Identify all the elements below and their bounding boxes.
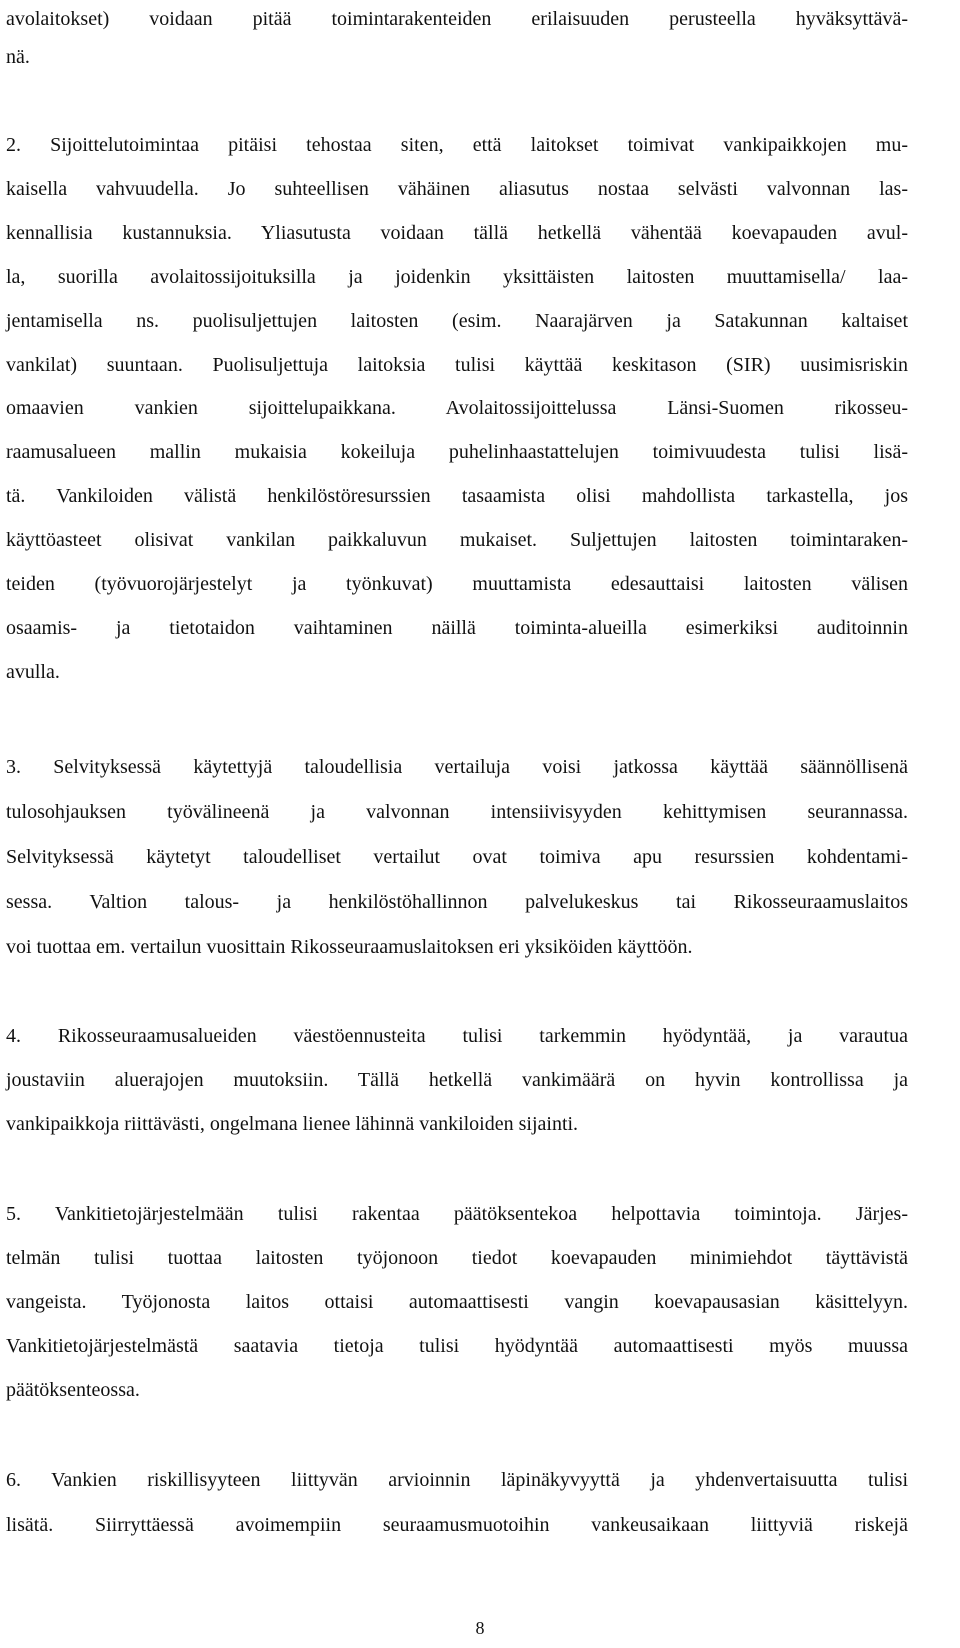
paragraph-item-5	[6, 1192, 908, 1412]
paragraph-item-6	[6, 1458, 908, 1548]
text-line: sessa. Valtion talous- ja henkilöstöhallinnon palvelukeskus tai Rikosseuraamuslaitos	[6, 891, 908, 913]
paragraph-item-2	[6, 124, 908, 695]
text-line: raamusalueen mallin mukaisia kokeiluja puhelinhaastattelujen toimivuudesta tulisi lisä-	[6, 441, 908, 464]
text-line: teiden (työvuorojärjestelyt ja työnkuvat) muuttamista edesauttaisi laitosten välisen	[6, 573, 908, 596]
page-number: 8	[475, 1618, 485, 1638]
text-line: jentamisella ns. puolisuljettujen laitosten (esim. Naarajärven ja Satakunnan kaltaiset	[6, 309, 908, 332]
text-line: joustaviin aluerajojen muutoksiin. Tällä hetkellä vankimäärä on hyvin kontrollissa ja	[6, 1069, 908, 1091]
text-line: nä.	[6, 46, 30, 68]
text-line: osaamis- ja tietotaidon vaihtaminen näillä toiminta-alueilla esimerkiksi auditoinnin	[6, 616, 908, 639]
text-line: 4. Rikosseuraamusalueiden väestöennusteita tulisi tarkemmin hyödyntää, ja varautua	[6, 1025, 908, 1047]
text-line: kennallisia kustannuksia. Yliasutusta voidaan tällä hetkellä vähentää koevapauden avul-	[6, 221, 908, 244]
text-line: vankipaikkoja riittävästi, ongelmana lienee lähinnä vankiloiden sijainti.	[6, 1113, 579, 1135]
text-line: Vankitietojärjestelmästä saatavia tietoja tulisi hyödyntää automaattisesti myös muussa	[6, 1335, 908, 1357]
text-line: avulla.	[6, 660, 60, 683]
text-line: päätöksenteossa.	[6, 1379, 140, 1401]
text-line: 5. Vankitietojärjestelmään tulisi rakentaa päätöksentekoa helpottavia toimintoja. Järjes-	[6, 1203, 908, 1225]
text-line: tulosohjauksen työvälineenä ja valvonnan intensiivisyyden kehittymisen seurannassa.	[6, 801, 908, 823]
text-line: la, suorilla avolaitossijoituksilla ja joidenkin yksittäisten laitosten muuttamisella/ laa-	[6, 265, 908, 288]
text-line: 3. Selvityksessä käytettyjä taloudellisia vertailuja voisi jatkossa käyttää säännöllisenä	[6, 756, 908, 778]
text-line: vankilat) suuntaan. Puolisuljettuja laitoksia tulisi käyttää keskitason (SIR) uusimisriskin	[6, 353, 908, 376]
paragraph-item-3	[6, 745, 908, 970]
text-line: Selvityksessä käytetyt taloudelliset vertailut ovat toimiva apu resurssien kohdentami-	[6, 846, 908, 868]
text-line: omaavien vankien sijoittelupaikkana. Avolaitossijoittelussa Länsi-Suomen rikosseu-	[6, 397, 908, 420]
text-line: 6. Vankien riskillisyyteen liittyvän arvioinnin läpinäkyvyyttä ja yhdenvertaisuutta tulisi	[6, 1469, 908, 1491]
text-line: kaisella vahvuudella. Jo suhteellisen vähäinen aliasutus nostaa selvästi valvonnan las-	[6, 177, 908, 200]
text-line: lisätä. Siirryttäessä avoimempiin seuraamusmuotoihin vankeusaikaan liittyviä riskejä	[6, 1514, 908, 1536]
text-line: avolaitokset) voidaan pitää toimintarakenteiden erilaisuuden perusteella hyväksyttävä-	[6, 8, 908, 30]
text-line: tä. Vankiloiden välistä henkilöstöresurssien tasaamista olisi mahdollista tarkastella, jos	[6, 485, 908, 508]
text-line: käyttöasteet olisivat vankilan paikkaluvun mukaiset. Suljettujen laitosten toimintaraken-	[6, 529, 908, 552]
paragraph-item-4	[6, 1014, 908, 1146]
text-line: telmän tulisi tuottaa laitosten työjonoon tiedot koevapauden minimiehdot täyttävistä	[6, 1247, 908, 1269]
text-line: voi tuottaa em. vertailun vuosittain Rikosseuraamuslaitoksen eri yksiköiden käyttöön.	[6, 936, 693, 958]
text-line: vangeista. Työjonosta laitos ottaisi automaattisesti vangin koevapausasian käsittelyyn.	[6, 1291, 908, 1313]
paragraph-continuation	[6, 0, 908, 76]
text-line: 2. Sijoittelutoimintaa pitäisi tehostaa siten, että laitokset toimivat vankipaikkojen mu-	[6, 134, 908, 156]
